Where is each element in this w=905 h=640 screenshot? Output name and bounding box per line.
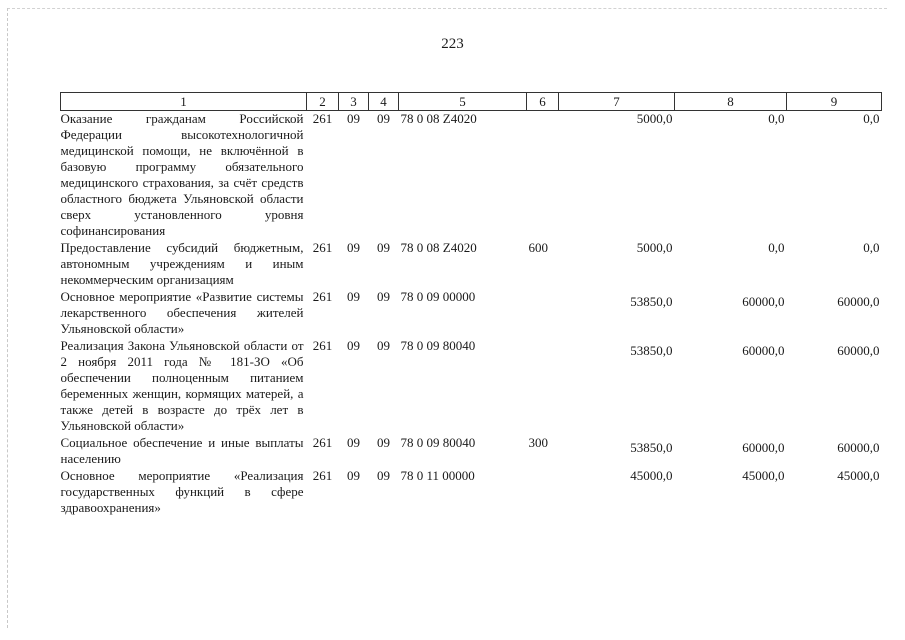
target-article-code: 78 0 09 80040 — [400, 435, 476, 450]
ministry-code: 261 — [312, 435, 333, 450]
expense-type-code — [527, 289, 559, 338]
amount-year-2: 60000,0 — [742, 343, 785, 358]
column-header: 8 — [675, 93, 787, 111]
amount-year-2: 45000,0 — [742, 468, 785, 483]
section-code: 09 — [347, 289, 360, 304]
amount-year-3: 0,0 — [863, 111, 880, 126]
amount-year-2: 0,0 — [768, 111, 785, 126]
expense-type-code — [527, 468, 559, 517]
column-header: 9 — [787, 93, 882, 111]
column-header: 4 — [369, 93, 399, 111]
target-article-code: 78 0 11 00000 — [400, 468, 475, 483]
page-left-border — [7, 8, 8, 628]
subsection-code: 09 — [377, 289, 390, 304]
amount-year-2: 60000,0 — [742, 294, 785, 309]
target-article-code: 78 0 09 00000 — [400, 289, 476, 304]
amount-year-1: 5000,0 — [636, 111, 673, 126]
expense-type-code: 300 — [528, 435, 548, 450]
table-row — [61, 338, 882, 435]
amount-year-2: 60000,0 — [742, 440, 785, 455]
subsection-code: 09 — [377, 338, 390, 353]
ministry-code: 261 — [312, 289, 333, 304]
ministry-code: 261 — [312, 468, 333, 483]
table-row — [61, 240, 882, 289]
target-article-code: 78 0 08 Z4020 — [400, 240, 477, 255]
section-code: 09 — [347, 338, 360, 353]
amount-year-3: 60000,0 — [837, 294, 880, 309]
ministry-code: 261 — [312, 111, 333, 126]
column-header: 6 — [527, 93, 559, 111]
amount-year-1: 53850,0 — [630, 294, 673, 309]
amount-year-3: 60000,0 — [837, 343, 880, 358]
section-code: 09 — [347, 240, 360, 255]
subsection-code: 09 — [377, 240, 390, 255]
amount-year-1: 45000,0 — [630, 468, 673, 483]
page-number: 223 — [441, 36, 464, 52]
amount-year-3: 45000,0 — [837, 468, 880, 483]
column-header: 2 — [307, 93, 339, 111]
expense-type-code — [527, 338, 559, 435]
column-header: 7 — [559, 93, 675, 111]
column-header: 1 — [61, 93, 307, 111]
row-name: Основное мероприятие «Развитие системы лекарственного обеспечения жителей Ульяновской области» — [60, 289, 304, 336]
row-name: Социальное обеспечение и иные выплаты населению — [60, 435, 304, 466]
section-code: 09 — [347, 435, 360, 450]
target-article-code: 78 0 08 Z4020 — [400, 111, 477, 126]
row-name: Оказание гражданам Российской Федерации высокотехнологичной медицинской помощи, не включённой в базовую программу обязательного медицинского страхования, за счёт средств областного бюджета Ульяновской области сверх установленного уровня софинансирования — [60, 111, 304, 238]
amount-year-1: 53850,0 — [630, 440, 673, 455]
section-code: 09 — [347, 111, 360, 126]
subsection-code: 09 — [377, 435, 390, 450]
row-name: Реализация Закона Ульяновской области от 2 ноября 2011 года № 181-ЗО «Об обеспечении полноценным питанием беременных женщин, кормящих матерей, а также детей в возрасте до трёх лет в Ульяновской области» — [60, 338, 304, 433]
page-top-border — [7, 8, 887, 9]
budget-table — [60, 92, 882, 517]
ministry-code: 261 — [312, 338, 333, 353]
column-header: 3 — [339, 93, 369, 111]
section-code: 09 — [347, 468, 360, 483]
table-row — [61, 289, 882, 338]
amount-year-3: 0,0 — [863, 240, 880, 255]
row-name: Предоставление субсидий бюджетным, автономным учреждениям и иным некоммерческим организациям — [60, 240, 304, 287]
amount-year-2: 0,0 — [768, 240, 785, 255]
target-article-code: 78 0 09 80040 — [400, 338, 476, 353]
column-header: 5 — [399, 93, 527, 111]
table-row — [61, 111, 882, 241]
expense-type-code: 600 — [528, 240, 548, 255]
amount-year-1: 5000,0 — [636, 240, 673, 255]
table-header-row — [61, 93, 882, 111]
subsection-code: 09 — [377, 111, 390, 126]
amount-year-3: 60000,0 — [837, 440, 880, 455]
row-name: Основное мероприятие «Реализация государственных функций в сфере здравоохранения» — [60, 468, 304, 515]
table-row — [61, 468, 882, 517]
amount-year-1: 53850,0 — [630, 343, 673, 358]
table-row — [61, 435, 882, 468]
subsection-code: 09 — [377, 468, 390, 483]
ministry-code: 261 — [312, 240, 333, 255]
expense-type-code — [527, 111, 559, 241]
